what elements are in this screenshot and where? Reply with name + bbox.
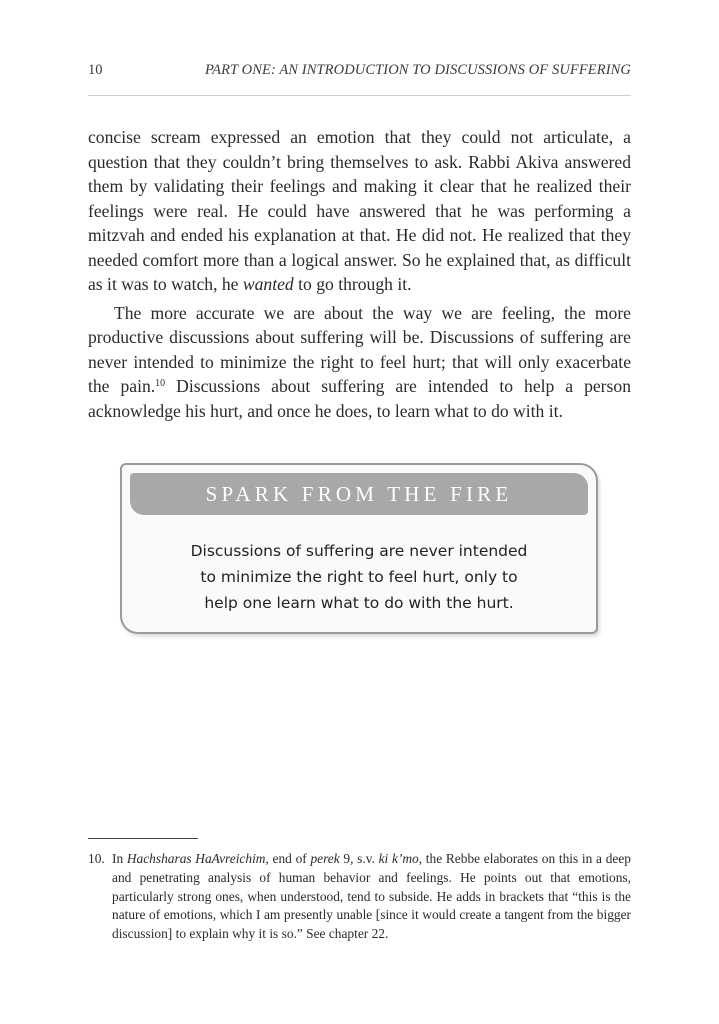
footnote-text-2: , end of bbox=[265, 851, 311, 866]
spark-line-3: help one learn what to do with the hurt. bbox=[204, 594, 514, 612]
footnote-10 bbox=[88, 850, 631, 944]
page-number: 10 bbox=[88, 62, 103, 78]
running-title: PART ONE: AN INTRODUCTION TO DISCUSSIONS OF SUFFERING bbox=[205, 62, 631, 78]
footnote-italic-2: perek bbox=[310, 851, 340, 866]
spark-quote bbox=[130, 538, 588, 616]
footnote-italic-3: ki k’mo bbox=[378, 851, 419, 866]
paragraph-2-text-a: The more accurate we are about the way we are feeling, the more productive discussions about suffering will be. Discussions of suffering are never intended to minimize the right to feel hurt; that will only exacerbate the pain. bbox=[88, 302, 631, 396]
paragraph-2-text-b: Discussions about suffering are intended to help a person acknowledge his hurt, and once he does, to learn what to do with it. bbox=[88, 376, 631, 421]
spark-line-2: to minimize the right to feel hurt, only to bbox=[200, 568, 518, 586]
footnote-italic-1: Hachsharas HaAvreichim bbox=[126, 851, 266, 866]
paragraph-1-text-b: to go through it. bbox=[293, 274, 412, 294]
paragraph-1-text-a: concise scream expressed an emotion that they could not articulate, a question that they couldn’t bring themselves to ask. Rabbi Akiva answered them by validating their feelings and making it clear that he realized their feelings were real. He could have answered that he was performing a mitzvah and ended his explanation at that. He did not. He realized that they needed comfort more than a logical answer. So he explained that, as difficult as it was to watch, he bbox=[88, 127, 631, 294]
main-text bbox=[88, 125, 631, 423]
footnote-text-4: , the Rebbe elaborates on this in a deep and penetrating analysis of human behavior and feelings. He points out that emotions, particularly strong ones, when understood, tend to subside. He adds in brackets that “this is the nature of emotions, which I am presently unable [since it would create a tangent from the bigger discussion] to explain why it is so.” See chapter 22. bbox=[112, 851, 631, 942]
footnote-body bbox=[112, 850, 631, 944]
footnote-divider bbox=[88, 838, 198, 839]
footnote-text-1: In bbox=[112, 851, 127, 866]
page-header bbox=[88, 62, 631, 82]
spark-line-1: Discussions of suffering are never intended bbox=[190, 542, 528, 560]
paragraph-1 bbox=[88, 125, 631, 297]
footnote-reference[interactable]: 10 bbox=[155, 378, 166, 389]
header-divider bbox=[88, 95, 631, 96]
spark-callout-box bbox=[120, 463, 598, 634]
footnote-number: 10. bbox=[88, 851, 105, 866]
paragraph-2 bbox=[88, 301, 631, 424]
spark-banner bbox=[130, 473, 588, 515]
emphasis-wanted: wanted bbox=[242, 274, 294, 294]
spark-title: SPARK FROM THE FIRE bbox=[205, 482, 513, 506]
footnote-text-3: 9, s.v. bbox=[339, 851, 379, 866]
